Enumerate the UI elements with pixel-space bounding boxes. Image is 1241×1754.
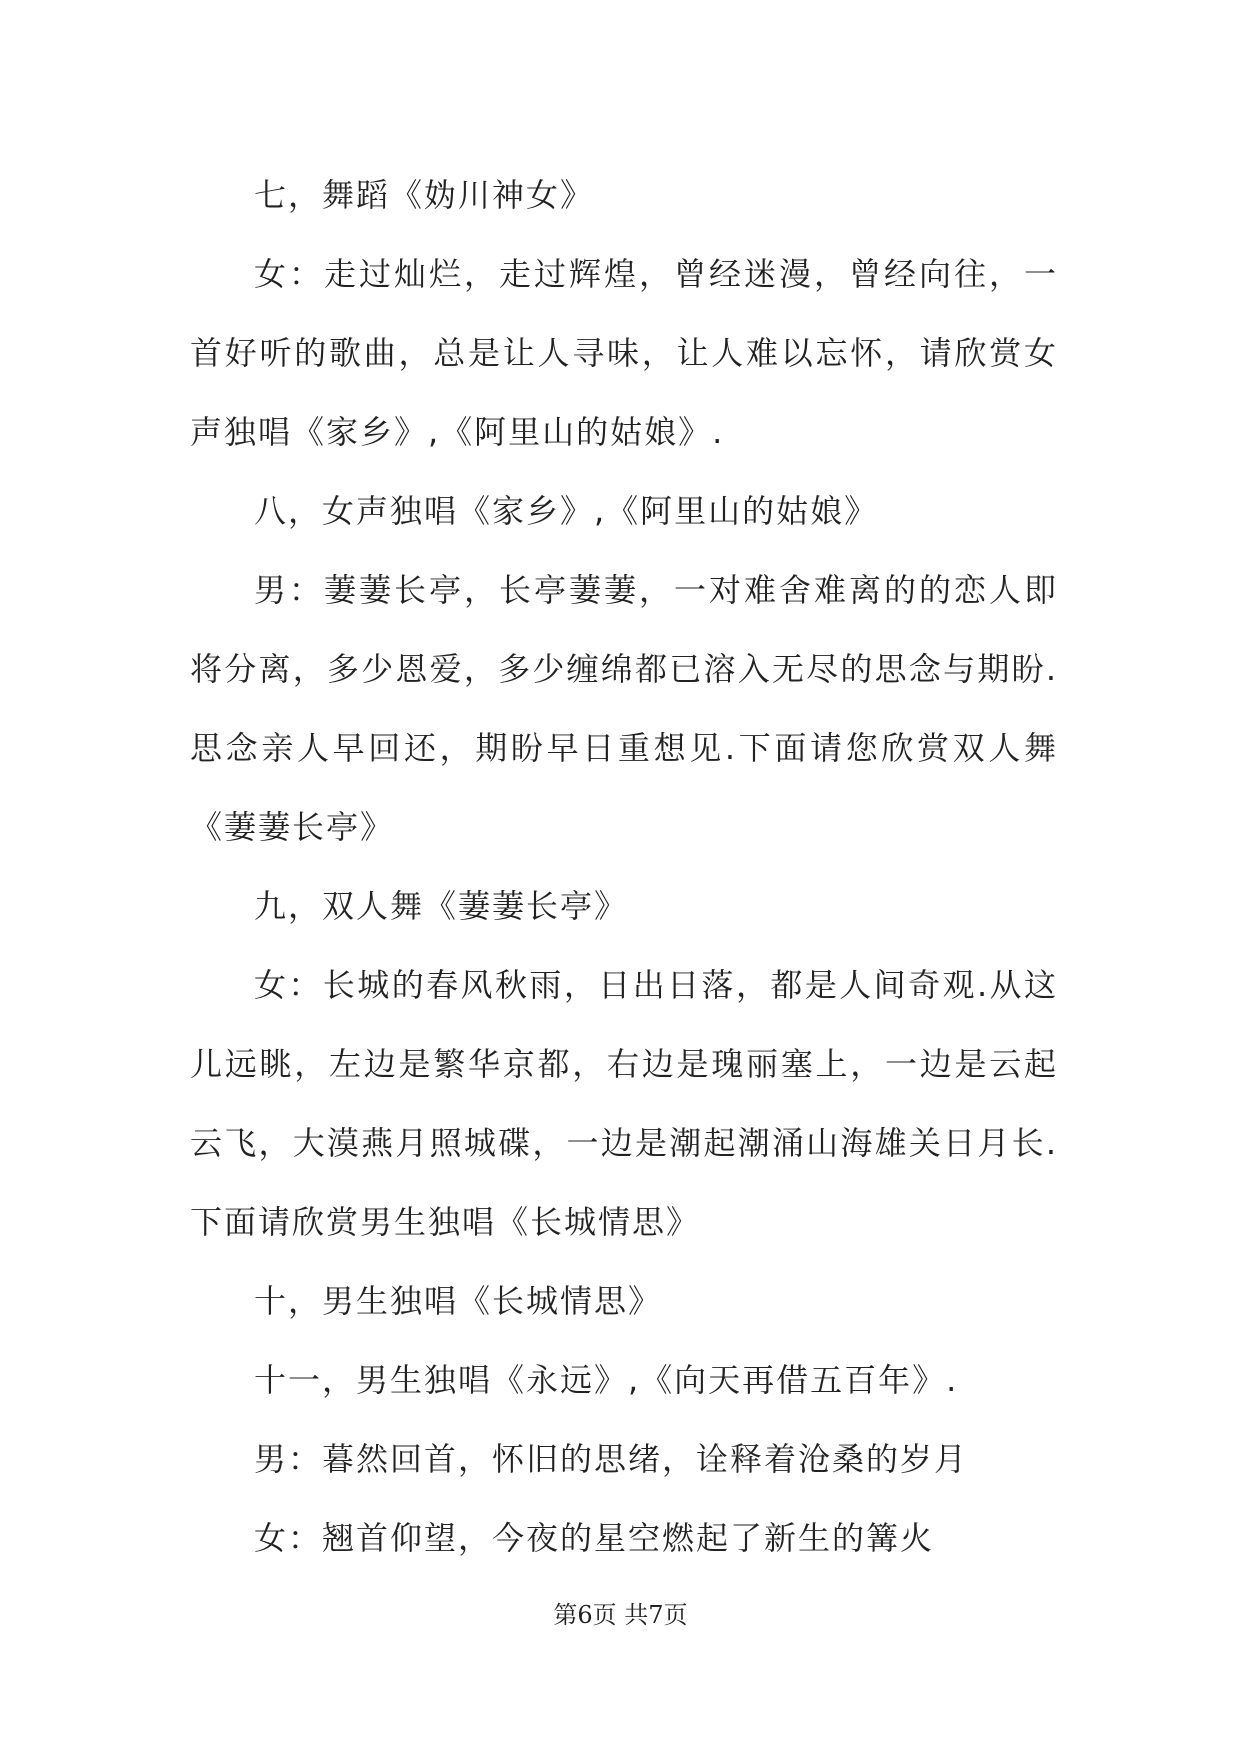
paragraph-host-female-2: 女：长城的春风秋雨，日出日落，都是人间奇观.从这儿远眺，左边是繁华京都，右边是瑰丽塞上，一边是云起云飞，大漠燕月照城碟，一边是潮起潮涌山海雄关日月长.下面请欣赏男生独唱《长城情思》 [190,966,1058,1241]
paragraph-host-female-3: 女：翘首仰望，今夜的星空燃起了新生的篝火 [254,1519,935,1557]
paragraph-host-female-1: 女：走过灿烂，走过辉煌，曾经迷漫，曾经向往，一首好听的歌曲，总是让人寻味，让人难以忘怀，请欣赏女声独唱《家乡》,《阿里山的姑娘》. [190,255,1058,451]
document-body [190,156,1058,1578]
paragraph-solo-11: 十一，男生独唱《永远》,《向天再借五百年》. [254,1361,959,1399]
paragraph-solo-8: 八，女声独唱《家乡》,《阿里山的姑娘》 [254,492,879,530]
paragraph-dance-7: 七，舞蹈《妫川神女》 [254,176,595,214]
paragraph-host-male-1: 男：萋萋长亭，长亭萋萋，一对难舍难离的的恋人即将分离，多少恩爱，多少缠绵都已溶入无尽的思念与期盼.思念亲人早回还，期盼早日重想见.下面请您欣赏双人舞《萋萋长亭》 [190,571,1058,846]
paragraph-host-male-2: 男：暮然回首，怀旧的思绪，诠释着沧桑的岁月 [254,1440,969,1478]
page-footer: 第6页 共7页 [553,1601,688,1629]
paragraph-duet-dance-9: 九，双人舞《萋萋长亭》 [254,887,629,925]
paragraph-solo-10: 十，男生独唱《长城情思》 [254,1282,663,1320]
